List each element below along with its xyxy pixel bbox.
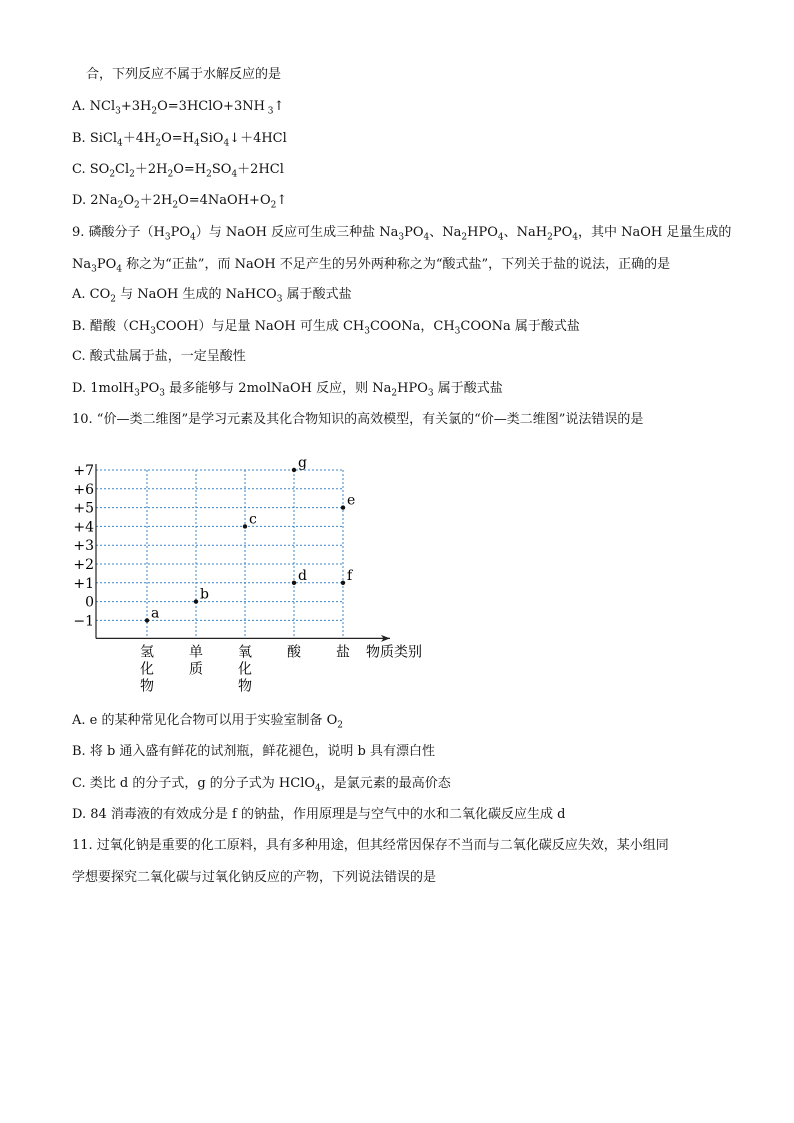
y-tick-label: +1 xyxy=(73,575,94,592)
q11-stem-line-2: 学想要探究二氧化碳与过氧化钠反应的产物，下列说法错误的是 xyxy=(72,870,437,885)
q9-option-a: A. $CO_2$ 与 NaOH 生成的 NaHCO$_3$ 属于酸式盐 xyxy=(72,287,352,305)
q10-option-a: A. e 的某种常见化合物可以用于实验室制备 $O_2$ xyxy=(72,713,344,731)
data-point-b xyxy=(194,599,198,603)
y-tick-label: +5 xyxy=(73,500,94,517)
valence-class-chart xyxy=(60,452,450,702)
y-tick-label: +4 xyxy=(73,519,94,536)
x-axis-title: 物质类别 xyxy=(366,644,422,661)
data-point-label-a: a xyxy=(151,605,160,622)
x-category-label: 物 xyxy=(140,678,154,695)
data-point-e xyxy=(341,505,345,509)
q8-stem-tail: 合，下列反应不属于水解反应的是 xyxy=(86,67,282,82)
x-category-label: 质 xyxy=(189,661,203,678)
data-point-label-e: e xyxy=(347,492,356,509)
data-point-f xyxy=(341,581,345,585)
q10-option-c: C. 类比 d 的分子式，g 的分子式为 HClO$_4$，是氯元素的最高价态 xyxy=(72,776,451,794)
x-category-label: 物 xyxy=(238,678,252,695)
q11-stem-line-1: 11. 过氧化钠是重要的化工原料，具有多种用途，但其经常因保存不当而与二氧化碳反应失效，某小组同 xyxy=(72,838,669,853)
data-point-label-c: c xyxy=(249,511,257,528)
q9-option-c: C. 酸式盐属于盐，一定呈酸性 xyxy=(72,349,246,364)
q10-option-b: B. 将 b 通入盛有鲜花的试剂瓶，鲜花褪色，说明 b 具有漂白性 xyxy=(72,744,435,759)
x-category-label: 氢 xyxy=(140,644,154,661)
y-tick-label: +3 xyxy=(73,538,94,555)
data-point-label-f: f xyxy=(347,567,353,584)
q8-option-c: C. $SO_2Cl_2+2H_2O=H_2SO_4+2HCl$ xyxy=(72,162,284,180)
data-point-c xyxy=(243,524,247,528)
q9-stem-line-2: $Na_3PO_4$ 称之为“正盐”，而 NaOH 不足产生的另外两种称之为“酸式盐”，下列关于盐的说法，正确的是 xyxy=(72,257,671,275)
y-tick-label: +7 xyxy=(73,463,94,479)
data-point-g xyxy=(292,468,296,472)
data-point-d xyxy=(292,581,296,585)
q9-option-b: B. 醋酸$(CH_3COOH)$与足量 NaOH 可生成 $CH_3COONa$，$CH_3COONa$ 属于酸式盐 xyxy=(72,319,580,337)
q9-stem-line-1: 9. 磷酸分子$(H_3PO_4)$与 NaOH 反应可生成三种盐 $Na_3PO_4$、$Na_2HPO_4$、$NaH_2PO_4$，其中 NaOH 足量生成的 xyxy=(72,225,732,243)
data-point-label-b: b xyxy=(200,586,209,603)
x-category-label: 氧 xyxy=(238,644,252,661)
q10-stem: 10. “价—类二维图”是学习元素及其化合物知识的高效模型，有关氯的“价—类二维图”说法错误的是 xyxy=(72,412,644,427)
x-category-label: 化 xyxy=(238,661,252,678)
data-point-a xyxy=(145,618,149,622)
data-point-label-d: d xyxy=(298,567,307,584)
q8-option-a: A. $NCl_3+3H_2O=3HClO+3NH$ $_3$↑ xyxy=(72,99,285,117)
q10-option-d: D. 84 消毒液的有效成分是 f 的钠盐，作用原理是与空气中的水和二氧化碳反应生成 d xyxy=(72,807,566,822)
q8-option-b: B. $SiCl_4+4H_2O=H_4SiO_4↓+4HCl$ xyxy=(72,131,287,149)
data-point-label-g: g xyxy=(298,455,307,471)
x-category-label: 单 xyxy=(189,644,203,661)
x-category-label: 化 xyxy=(140,661,154,678)
y-tick-label: +6 xyxy=(73,481,94,498)
q9-option-d: D. $1molH_3PO_3$ 最多能够与 2molNaOH 反应，则 $Na_2HPO_3$ 属于酸式盐 xyxy=(72,381,503,399)
x-category-label: 酸 xyxy=(287,644,301,661)
y-tick-label: 0 xyxy=(85,594,94,611)
q8-option-d: D. $2Na_2O_2+2H_2O=4NaOH+O_2↑$ xyxy=(72,193,288,211)
y-tick-label: −1 xyxy=(73,613,94,630)
y-tick-label: +2 xyxy=(73,557,94,573)
x-category-label: 盐 xyxy=(336,644,350,661)
